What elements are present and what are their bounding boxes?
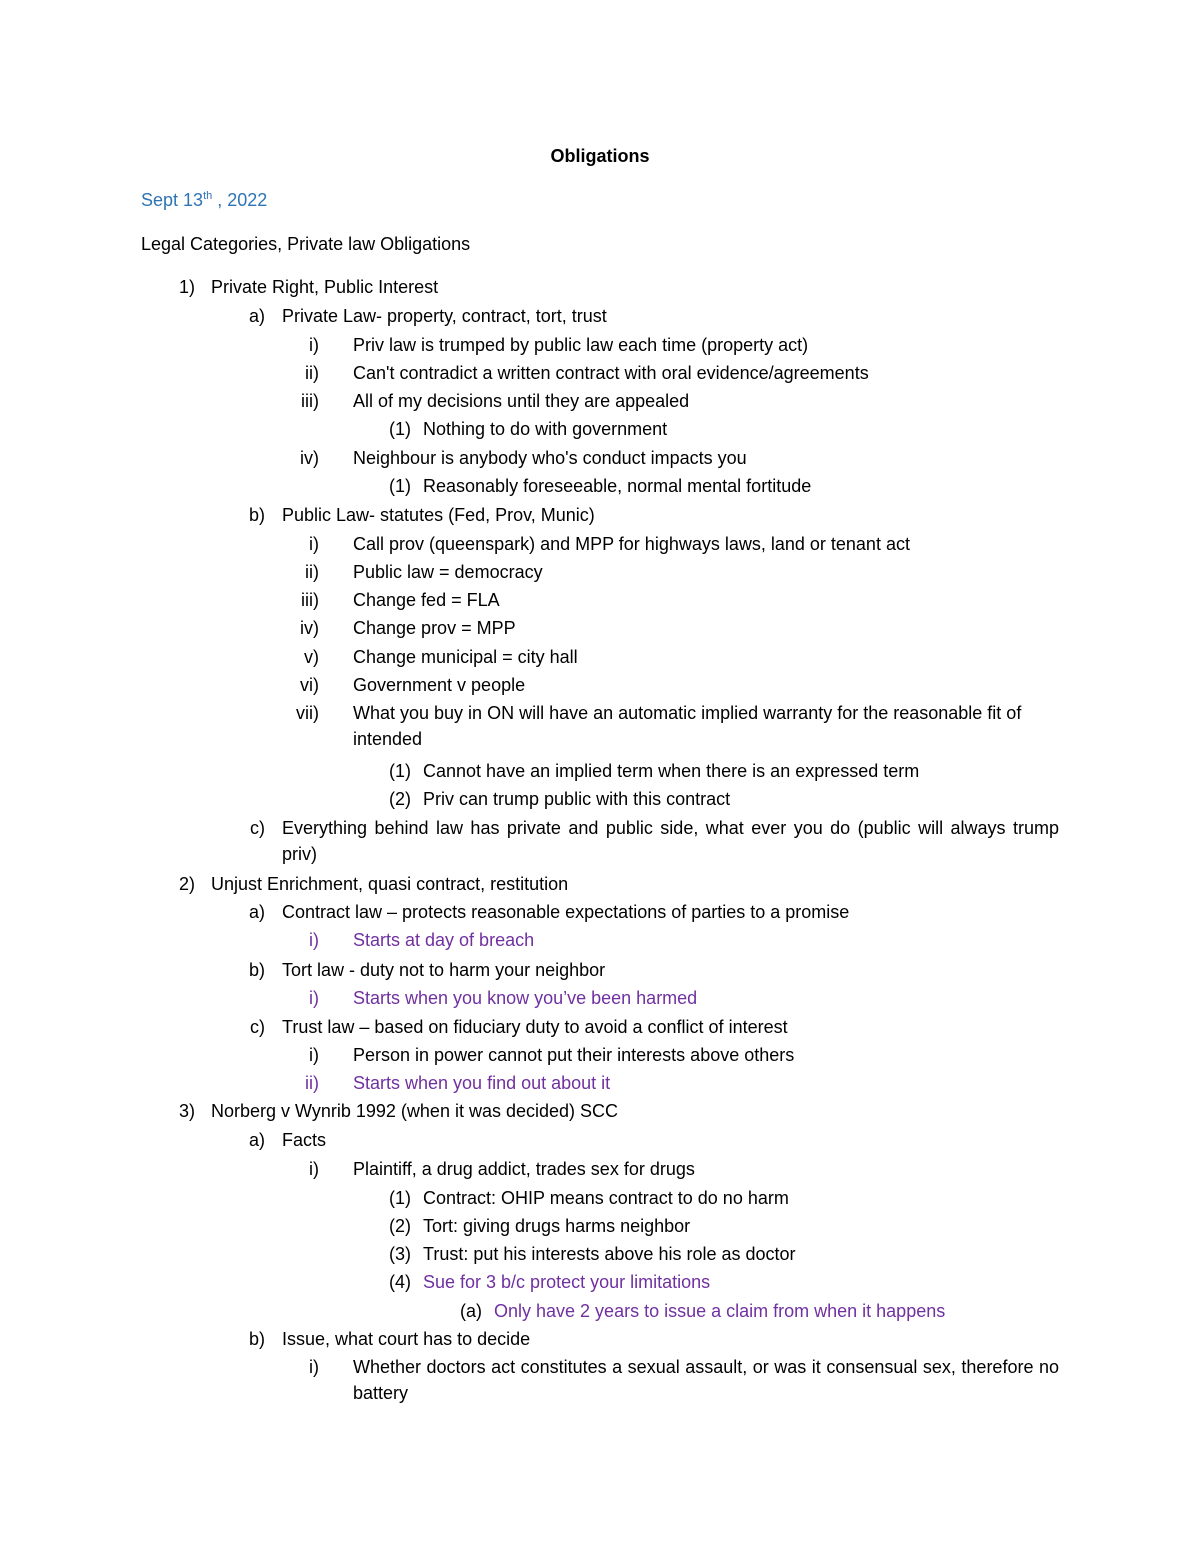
list-text: Trust law – based on fiduciary duty to avoid a conflict of interest (282, 1017, 788, 1037)
list-marker: ii) (305, 562, 319, 582)
list-marker: vi) (300, 675, 319, 695)
section-heading: Legal Categories, Private law Obligations (141, 234, 471, 254)
date-year: , 2022 (212, 190, 268, 210)
list-text: Starts when you know you’ve been harmed (353, 988, 698, 1008)
list-marker: (1) (389, 761, 411, 781)
list-text: Trust: put his interests above his role as doctor (423, 1244, 796, 1264)
list-marker: iii) (301, 391, 319, 411)
list-text: Sue for 3 b/c protect your limitations (423, 1272, 711, 1292)
date-superscript: th (203, 190, 213, 202)
list-text: Private Right, Public Interest (211, 277, 439, 297)
list-text: Issue, what court has to decide (282, 1329, 531, 1349)
list-text: Tort: giving drugs harms neighbor (423, 1216, 691, 1236)
list-marker: c) (250, 818, 265, 838)
list-text: Norberg v Wynrib 1992 (when it was decided) SCC (211, 1101, 619, 1121)
list-marker: i) (309, 988, 319, 1008)
list-marker: a) (248, 306, 265, 326)
list-marker: (1) (389, 1188, 411, 1208)
list-text: Tort law - duty not to harm your neighbor (282, 960, 606, 980)
list-marker: v) (304, 647, 319, 667)
list-marker: b) (248, 960, 265, 980)
list-text: Only have 2 years to issue a claim from when it happens (494, 1301, 946, 1321)
list-text: Change municipal = city hall (353, 647, 578, 667)
list-marker: iv) (300, 618, 319, 638)
list-marker: 1) (178, 277, 195, 297)
list-marker: i) (309, 1357, 319, 1377)
list-text: Starts when you find out about it (353, 1073, 611, 1093)
list-text: Public Law- statutes (Fed, Prov, Munic) (282, 505, 595, 525)
list-marker: ii) (305, 1073, 319, 1093)
list-marker: i) (309, 930, 319, 950)
note-date (141, 187, 267, 213)
list-marker: (1) (389, 476, 411, 496)
list-marker: ii) (305, 363, 319, 383)
list-text: Everything behind law has private and public side, what ever you do (public will always trump priv) (282, 818, 1059, 864)
list-marker: (1) (389, 419, 411, 439)
list-text: Government v people (353, 675, 526, 695)
list-marker: a) (248, 1130, 265, 1150)
document-title: Obligations (550, 146, 650, 166)
list-text: Facts (282, 1130, 327, 1150)
list-marker: iii) (301, 590, 319, 610)
list-text: All of my decisions until they are appealed (353, 391, 690, 411)
list-marker: i) (309, 1045, 319, 1065)
list-marker: b) (248, 505, 265, 525)
list-marker: vii) (296, 703, 319, 723)
date-main: Sept 13 (141, 190, 204, 210)
list-marker: (a) (460, 1301, 482, 1321)
list-marker: c) (250, 1017, 265, 1037)
list-marker: i) (309, 534, 319, 554)
list-text: Nothing to do with government (423, 419, 668, 439)
list-text: Private Law- property, contract, tort, trust (282, 306, 607, 326)
list-text: Person in power cannot put their interests above others (353, 1045, 795, 1065)
list-text: Change prov = MPP (353, 618, 516, 638)
list-text: Whether doctors act constitutes a sexual assault, or was it consensual sex, therefore no battery (353, 1357, 1059, 1403)
list-text: Public law = democracy (353, 562, 543, 582)
list-text: Unjust Enrichment, quasi contract, restitution (211, 874, 569, 894)
list-marker: (2) (389, 789, 411, 809)
list-marker: b) (248, 1329, 265, 1349)
list-marker: 2) (178, 874, 195, 894)
list-marker: i) (309, 335, 319, 355)
list-marker: (4) (389, 1272, 411, 1292)
list-text: Call prov (queenspark) and MPP for highways laws, land or tenant act (353, 534, 910, 554)
list-text: Reasonably foreseeable, normal mental fortitude (423, 476, 812, 496)
list-text: What you buy in ON will have an automatic implied warranty for the reasonable fit of intended (353, 703, 1022, 749)
list-text: Starts at day of breach (353, 930, 535, 950)
list-text: Cannot have an implied term when there is an expressed term (423, 761, 920, 781)
list-text: Priv law is trumped by public law each time (property act) (353, 335, 809, 355)
list-text: Contract: OHIP means contract to do no harm (423, 1188, 789, 1208)
list-text: Neighbour is anybody who's conduct impacts you (353, 448, 747, 468)
list-text: Can't contradict a written contract with oral evidence/agreements (353, 363, 869, 383)
list-text: Plaintiff, a drug addict, trades sex for drugs (353, 1159, 695, 1179)
list-text: Priv can trump public with this contract (423, 789, 731, 809)
list-marker: iv) (300, 448, 319, 468)
list-text: Change fed = FLA (353, 590, 500, 610)
list-marker: (3) (389, 1244, 411, 1264)
list-marker: a) (248, 902, 265, 922)
list-marker: (2) (389, 1216, 411, 1236)
list-marker: 3) (178, 1101, 195, 1121)
list-text: Contract law – protects reasonable expectations of parties to a promise (282, 902, 850, 922)
list-marker: i) (309, 1159, 319, 1179)
